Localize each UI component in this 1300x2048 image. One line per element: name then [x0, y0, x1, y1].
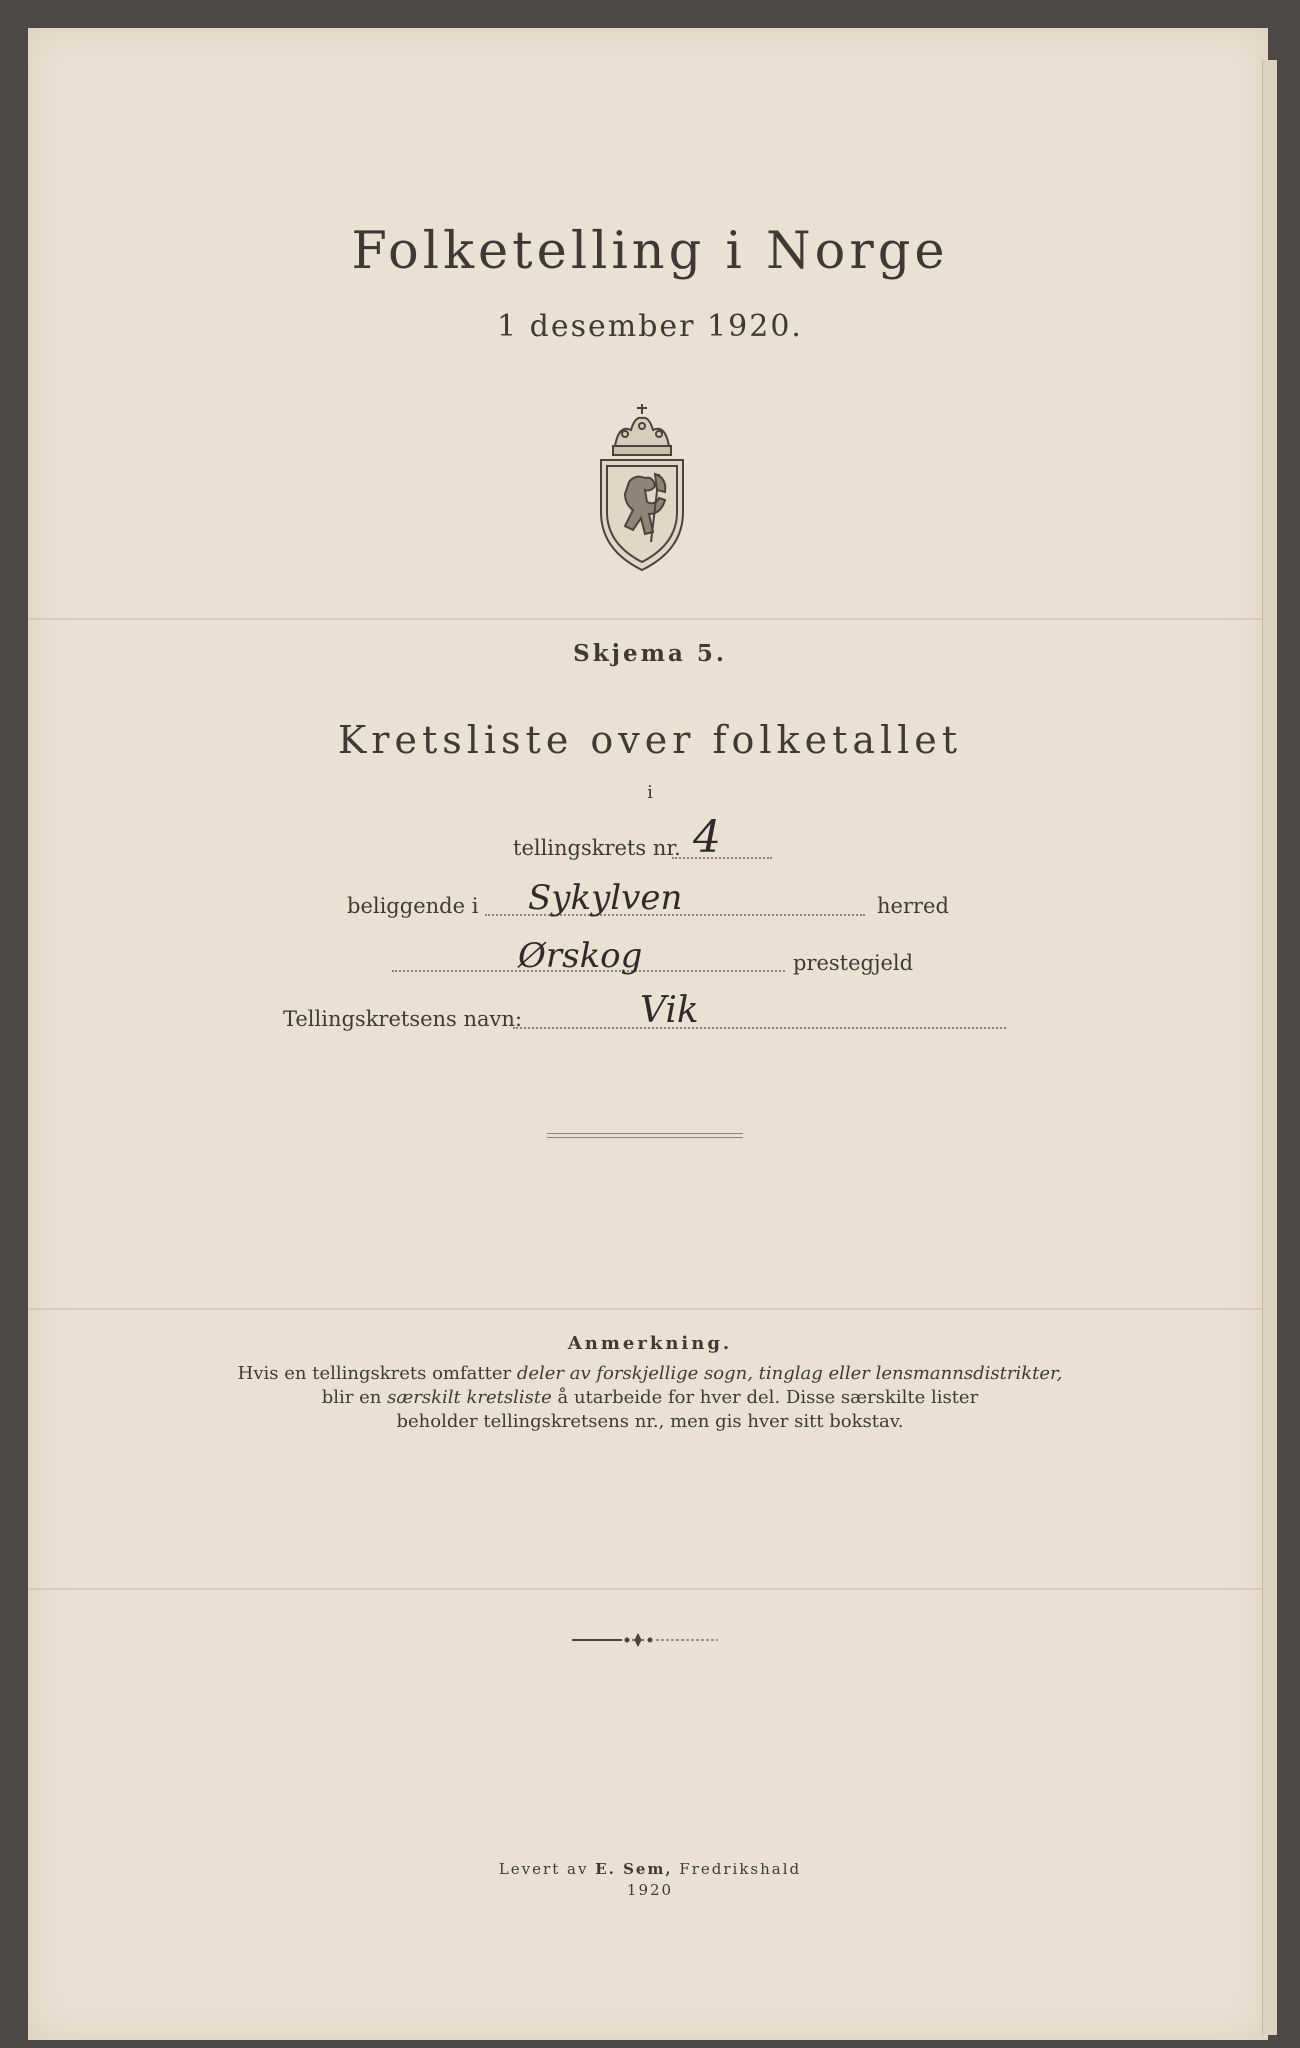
paper-fold: [28, 1308, 1268, 1310]
district-number-value: 4: [693, 812, 721, 863]
printer-name: E. Sem,: [595, 1860, 673, 1878]
district-name-label: Tellingskretsens navn:: [283, 1007, 523, 1031]
printer-prefix: Levert av: [498, 1860, 596, 1878]
note-text-italic: deler av forskjellige sogn, tinglag eller lensmannsdistrikter,: [516, 1363, 1063, 1384]
district-number-label: tellingskrets nr.: [513, 836, 681, 860]
note-line-3: beholder tellingskretsens nr., men gis hver sitt bokstav.: [396, 1411, 904, 1432]
separator-rule: [547, 1133, 743, 1134]
located-in-label: beliggende i: [347, 894, 479, 918]
note-text-italic: særskilt kretsliste: [387, 1387, 552, 1408]
note-text: Hvis en tellingskrets omfatter: [237, 1363, 517, 1384]
norwegian-coat-of-arms-icon: [595, 402, 689, 572]
schema-number: Skjema 5.: [573, 640, 727, 667]
note-text: å utarbeide for hver del. Disse særskilte lister: [551, 1387, 979, 1408]
printer-year: 1920: [626, 1881, 674, 1899]
separator-rule: [547, 1137, 743, 1138]
form-title: Folketelling i Norge: [351, 222, 949, 281]
connector-word: i: [647, 782, 653, 803]
note-heading: Anmerkning.: [567, 1333, 733, 1354]
note-line-1: [0, 1362, 1300, 1386]
herred-label: herred: [877, 894, 949, 918]
paper-fold: [28, 618, 1268, 620]
list-title: Kretsliste over folketallet: [337, 718, 963, 762]
parish-label: prestegjeld: [793, 951, 914, 975]
note-line-2: [0, 1386, 1300, 1410]
parish-value: Ørskog: [518, 936, 643, 976]
district-number-field-line: [672, 857, 772, 859]
census-date: 1 desember 1920.: [497, 309, 803, 344]
district-name-value: Vik: [640, 990, 699, 1031]
printer-place: Fredrikshald: [672, 1860, 802, 1878]
printer-line: [0, 1860, 1300, 1878]
district-name-field-line: [513, 1027, 1006, 1029]
paper-fold: [28, 1588, 1268, 1590]
located-in-value: Sykylven: [528, 878, 683, 918]
note-text: blir en: [321, 1387, 388, 1408]
page-edge: [1262, 60, 1277, 2035]
ornament-divider-icon: [570, 1630, 720, 1650]
